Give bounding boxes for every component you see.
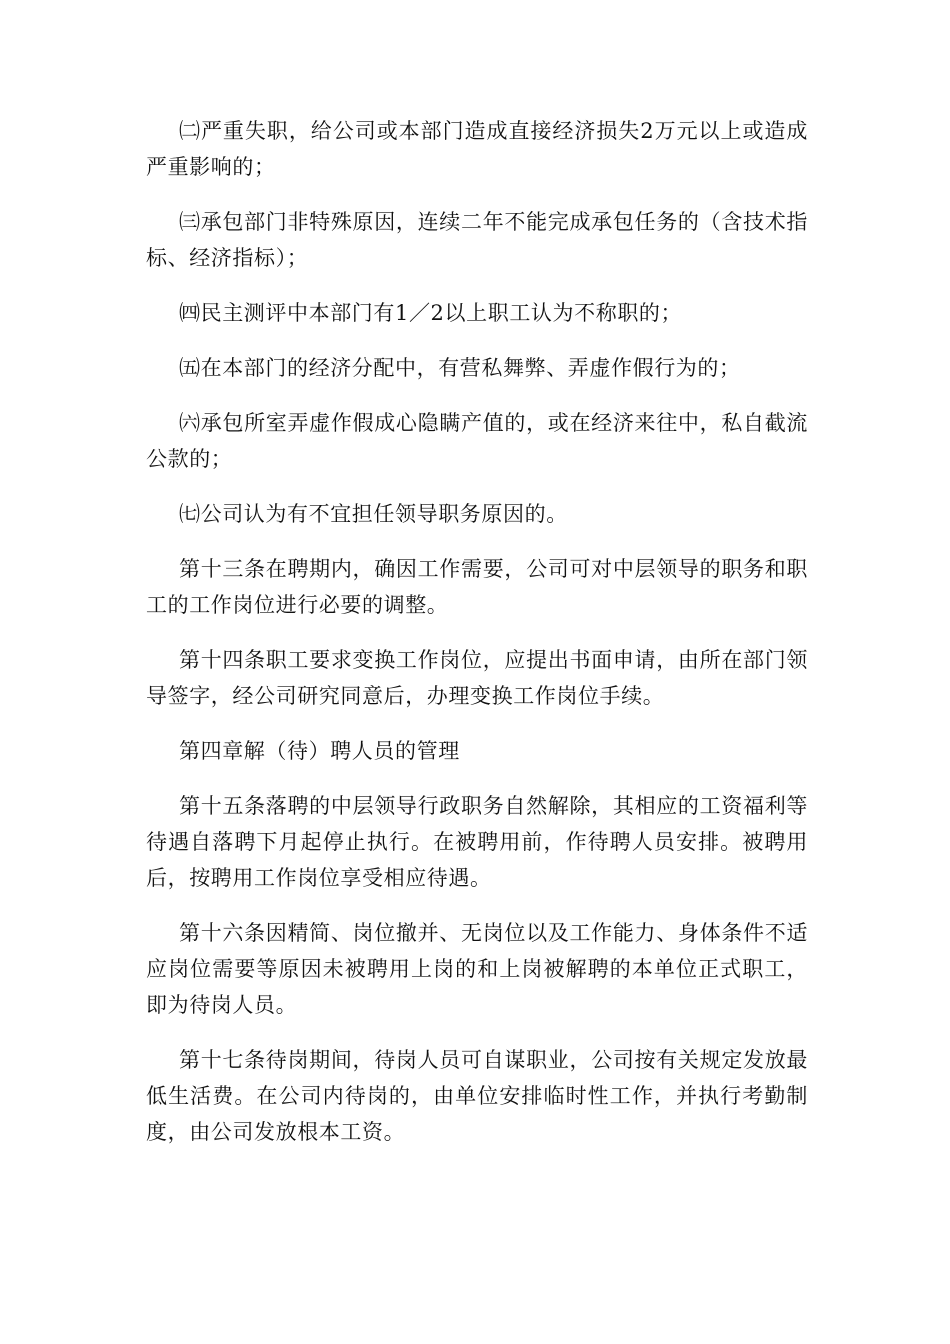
article-17: 第十七条待岗期间，待岗人员可自谋职业，公司按有关规定发放最低生活费。在公司内待岗的，由单位安排临时性工作，并执行考勤制度，由公司发放根本工资。 <box>146 1048 808 1144</box>
chapter-4-heading: 第四章解（待）聘人员的管理 <box>179 739 460 763</box>
clause-item-7: ㈦公司认为有不宜担任领导职务原因的。 <box>179 502 568 526</box>
clause-item-6: ㈥承包所室弄虚作假成心隐瞒产值的，或在经济来往中，私自截流公款的； <box>146 411 808 471</box>
article-13: 第十三条在聘期内，确因工作需要，公司可对中层领导的职务和职工的工作岗位进行必要的调整。 <box>146 557 808 617</box>
article-14: 第十四条职工要求变换工作岗位，应提出书面申请，由所在部门领导签字，经公司研究同意后，办理变换工作岗位手续。 <box>146 648 808 708</box>
clause-item-2: ㈡严重失职，给公司或本部门造成直接经济损失2万元以上或造成严重影响的； <box>146 119 808 179</box>
clause-item-5: ㈤在本部门的经济分配中，有营私舞弊、弄虚作假行为的； <box>179 356 741 380</box>
article-16: 第十六条因精简、岗位撤并、无岗位以及工作能力、身体条件不适应岗位需要等原因未被聘用上岗的和上岗被解聘的本单位正式职工，即为待岗人员。 <box>146 921 808 1017</box>
article-15: 第十五条落聘的中层领导行政职务自然解除，其相应的工资福利等待遇自落聘下月起停止执行。在被聘用前，作待聘人员安排。被聘用后，按聘用工作岗位享受相应待遇。 <box>146 794 808 890</box>
clause-item-4: ㈣民主测评中本部门有1／2以上职工认为不称职的； <box>179 301 683 325</box>
document-body <box>146 113 808 1169</box>
clause-item-3: ㈢承包部门非特殊原因，连续二年不能完成承包任务的（含技术指标、经济指标）； <box>146 210 808 270</box>
